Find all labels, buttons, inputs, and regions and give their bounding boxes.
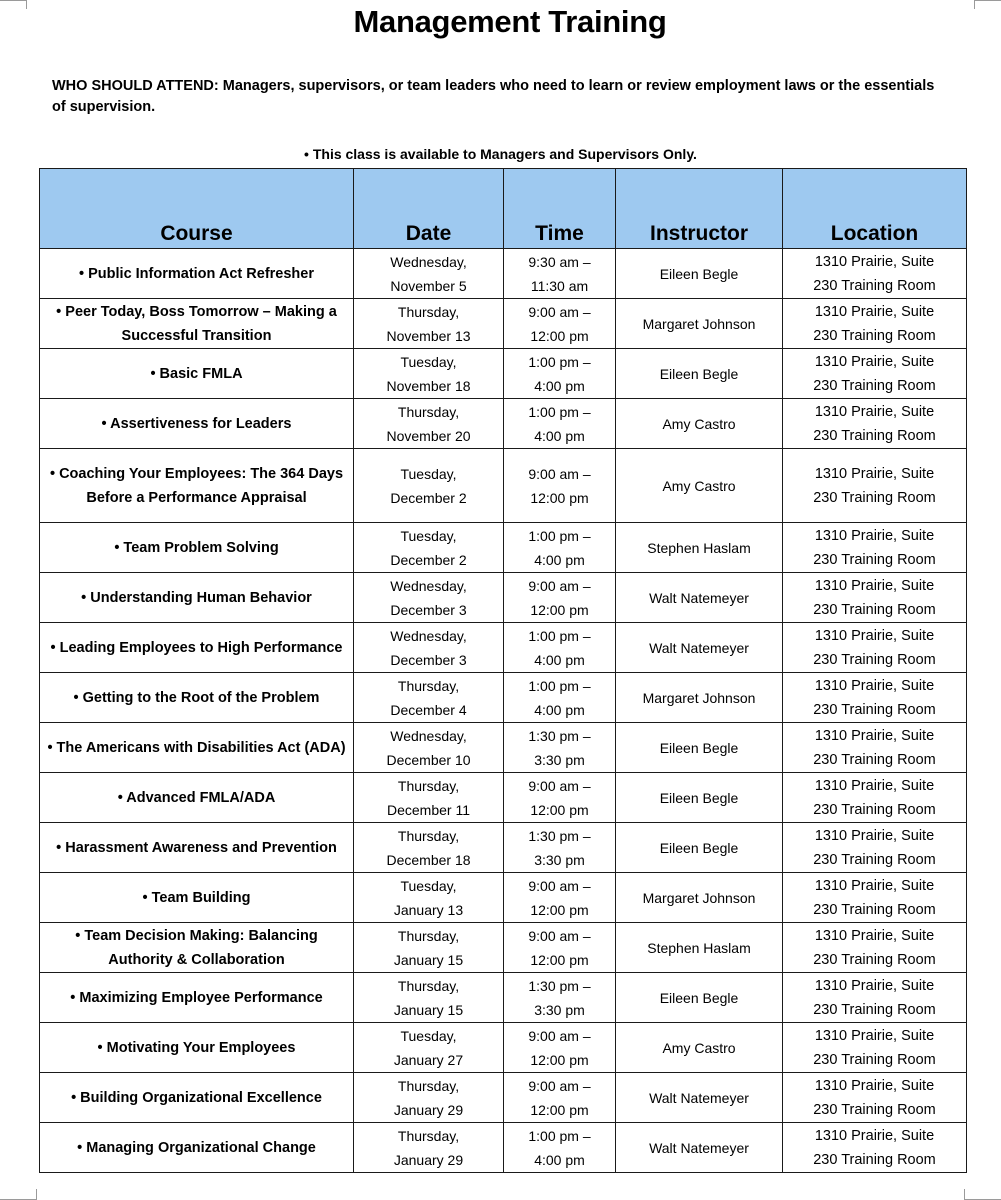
time-cell-line: 1:00 pm – [528,627,591,644]
table-row [40,973,967,1023]
date-cell-line: November 20 [386,427,471,444]
table-row [40,1023,967,1073]
time-cell-line: 9:30 am – [528,253,591,270]
table-row [40,923,967,973]
location-cell-line: 1310 Prairie, Suite [814,1027,935,1044]
course-cell: • Team Decision Making: Balancing Authority & Collaboration [40,923,354,973]
time-cell-line: 1:00 pm – [528,1127,591,1144]
date-cell-line: December 3 [390,651,467,668]
time-cell-line: 4:00 pm [534,427,585,444]
instructor-cell: Walt Natemeyer [616,573,783,623]
date-cell [354,299,504,349]
time-cell-line: 4:00 pm [534,551,585,568]
location-cell-line: 230 Training Room [813,801,936,818]
location-cell-line: 1310 Prairie, Suite [814,677,935,694]
time-cell [504,1073,616,1123]
time-cell-line: 4:00 pm [534,1151,585,1168]
location-cell [783,1123,967,1173]
time-cell-line: 1:30 pm – [528,977,591,994]
table-row [40,723,967,773]
column-header-course: Course [40,169,354,249]
instructor-cell: Eileen Begle [616,349,783,399]
date-cell-line: Wednesday, [390,253,467,270]
date-cell-line: Tuesday, [400,527,457,544]
time-cell [504,523,616,573]
date-cell-line: November 5 [390,277,467,294]
instructor-cell: Walt Natemeyer [616,1123,783,1173]
time-cell [504,1123,616,1173]
table-header-row [40,169,967,249]
date-cell-line: December 2 [390,551,467,568]
instructor-cell: Margaret Johnson [616,873,783,923]
column-header-instructor: Instructor [616,169,783,249]
instructor-cell: Stephen Haslam [616,523,783,573]
time-cell [504,573,616,623]
instructor-cell: Eileen Begle [616,773,783,823]
date-cell-line: December 3 [390,601,467,618]
column-header-date: Date [354,169,504,249]
location-cell-line: 1310 Prairie, Suite [814,1077,935,1094]
instructor-cell: Margaret Johnson [616,299,783,349]
location-cell-line: 230 Training Room [813,701,936,718]
location-cell-line: 230 Training Room [813,1001,936,1018]
location-cell-line: 1310 Prairie, Suite [814,527,935,544]
date-cell [354,673,504,723]
location-cell-line: 1310 Prairie, Suite [814,577,935,594]
date-cell-line: Thursday, [397,1077,460,1094]
location-cell-line: 230 Training Room [813,951,936,968]
time-cell [504,249,616,299]
table-row [40,1123,967,1173]
time-cell-line: 9:00 am – [528,465,591,482]
time-cell-line: 12:00 pm [530,801,589,818]
time-cell-line: 12:00 pm [530,489,589,506]
time-cell [504,823,616,873]
date-cell-line: January 29 [393,1101,464,1118]
date-cell-line: Thursday, [397,977,460,994]
date-cell-line: January 13 [393,901,464,918]
date-cell-line: Tuesday, [400,1027,457,1044]
date-cell-line: Wednesday, [390,727,467,744]
location-cell [783,349,967,399]
course-cell: • Basic FMLA [40,349,354,399]
table-row [40,449,967,523]
location-cell-line: 1310 Prairie, Suite [814,403,935,420]
location-cell [783,249,967,299]
date-cell [354,723,504,773]
table-row [40,873,967,923]
time-cell [504,923,616,973]
location-cell [783,1073,967,1123]
course-cell: • Public Information Act Refresher [40,249,354,299]
page-title: Management Training [353,4,667,39]
date-cell-line: November 18 [386,377,471,394]
table-body [40,249,967,1173]
date-cell-line: Thursday, [397,677,460,694]
location-cell-line: 230 Training Room [813,901,936,918]
table-row [40,673,967,723]
instructor-cell: Stephen Haslam [616,923,783,973]
time-cell [504,349,616,399]
course-cell: • Team Problem Solving [40,523,354,573]
location-cell-line: 230 Training Room [813,377,936,394]
time-cell-line: 3:30 pm [534,851,585,868]
course-cell: • Managing Organizational Change [40,1123,354,1173]
location-cell-line: 230 Training Room [813,489,936,506]
location-cell-line: 1310 Prairie, Suite [814,627,935,644]
instructor-cell: Walt Natemeyer [616,623,783,673]
date-cell-line: Thursday, [397,777,460,794]
location-cell-line: 1310 Prairie, Suite [814,977,935,994]
location-cell-line: 1310 Prairie, Suite [814,927,935,944]
course-cell: • Motivating Your Employees [40,1023,354,1073]
table-row [40,773,967,823]
date-cell [354,349,504,399]
instructor-cell: Amy Castro [616,1023,783,1073]
location-cell [783,723,967,773]
date-cell-line: Wednesday, [390,577,467,594]
date-cell [354,449,504,523]
table-row [40,299,967,349]
location-cell [783,1023,967,1073]
course-cell: • Harassment Awareness and Prevention [40,823,354,873]
location-cell-line: 1310 Prairie, Suite [814,253,935,270]
time-cell-line: 12:00 pm [530,1101,589,1118]
date-cell-line: Wednesday, [390,627,467,644]
location-cell [783,673,967,723]
column-header-time: Time [504,169,616,249]
location-cell [783,973,967,1023]
course-cell: • Understanding Human Behavior [40,573,354,623]
time-cell-line: 9:00 am – [528,1027,591,1044]
table-row [40,573,967,623]
course-cell: • Maximizing Employee Performance [40,973,354,1023]
date-cell-line: Tuesday, [400,353,457,370]
location-cell [783,523,967,573]
time-cell-line: 9:00 am – [528,303,591,320]
location-cell-line: 230 Training Room [813,327,936,344]
table-row [40,623,967,673]
location-cell [783,873,967,923]
intro-paragraph: WHO SHOULD ATTEND: Managers, supervisors, or team leaders who need to learn or review employment laws or the essentials of supervision. [52,78,935,115]
location-cell-line: 230 Training Room [813,751,936,768]
date-cell-line: December 2 [390,489,467,506]
time-cell-line: 12:00 pm [530,901,589,918]
date-cell-line: January 29 [393,1151,464,1168]
location-cell-line: 230 Training Room [813,601,936,618]
availability-note: • This class is available to Managers and Supervisors Only. [304,146,697,162]
location-cell [783,573,967,623]
time-cell [504,973,616,1023]
date-cell-line: Thursday, [397,403,460,420]
time-cell [504,299,616,349]
location-cell-line: 230 Training Room [813,1051,936,1068]
course-cell: • Advanced FMLA/ADA [40,773,354,823]
course-cell: • Building Organizational Excellence [40,1073,354,1123]
time-cell-line: 12:00 pm [530,601,589,618]
table-row [40,399,967,449]
date-cell-line: December 18 [386,851,471,868]
date-cell [354,1073,504,1123]
date-cell-line: Tuesday, [400,465,457,482]
date-cell-line: January 27 [393,1051,464,1068]
date-cell [354,399,504,449]
location-cell-line: 1310 Prairie, Suite [814,777,935,794]
table-row [40,823,967,873]
time-cell [504,723,616,773]
course-cell: • Coaching Your Employees: The 364 Days Before a Performance Appraisal [40,449,354,523]
course-cell: • The Americans with Disabilities Act (ADA) [40,723,354,773]
instructor-cell: Margaret Johnson [616,673,783,723]
table-row [40,349,967,399]
date-cell [354,249,504,299]
time-cell [504,449,616,523]
date-cell [354,1123,504,1173]
instructor-cell: Eileen Begle [616,723,783,773]
location-cell [783,399,967,449]
date-cell-line: Thursday, [397,927,460,944]
location-cell-line: 230 Training Room [813,1151,936,1168]
date-cell-line: December 10 [386,751,471,768]
location-cell [783,923,967,973]
time-cell-line: 12:00 pm [530,327,589,344]
location-cell-line: 1310 Prairie, Suite [814,465,935,482]
date-cell-line: January 15 [393,951,464,968]
time-cell-line: 12:00 pm [530,1051,589,1068]
date-cell [354,523,504,573]
time-cell-line: 1:30 pm – [528,727,591,744]
time-cell-line: 1:00 pm – [528,677,591,694]
location-cell-line: 1310 Prairie, Suite [814,1127,935,1144]
date-cell-line: December 4 [390,701,467,718]
time-cell-line: 4:00 pm [534,377,585,394]
location-cell-line: 230 Training Room [813,851,936,868]
time-cell-line: 1:30 pm – [528,827,591,844]
location-cell-line: 230 Training Room [813,427,936,444]
time-cell [504,399,616,449]
time-cell-line: 4:00 pm [534,701,585,718]
date-cell-line: November 13 [386,327,471,344]
date-cell [354,573,504,623]
training-schedule-table [39,168,967,1173]
location-cell-line: 1310 Prairie, Suite [814,827,935,844]
location-cell-line: 1310 Prairie, Suite [814,877,935,894]
course-cell: • Peer Today, Boss Tomorrow – Making a Successful Transition [40,299,354,349]
date-cell [354,1023,504,1073]
course-cell: • Assertiveness for Leaders [40,399,354,449]
date-cell [354,623,504,673]
crop-mark-bottom-left [0,1189,37,1200]
course-cell: • Getting to the Root of the Problem [40,673,354,723]
date-cell [354,923,504,973]
time-cell-line: 9:00 am – [528,777,591,794]
column-header-location: Location [783,169,967,249]
date-cell [354,773,504,823]
date-cell [354,823,504,873]
location-cell-line: 230 Training Room [813,651,936,668]
time-cell [504,623,616,673]
date-cell-line: Tuesday, [400,877,457,894]
crop-mark-bottom-right [964,1189,1001,1200]
time-cell [504,773,616,823]
time-cell-line: 12:00 pm [530,951,589,968]
time-cell-line: 11:30 am [530,277,589,294]
table-row [40,1073,967,1123]
course-cell: • Leading Employees to High Performance [40,623,354,673]
time-cell-line: 1:00 pm – [528,403,591,420]
location-cell [783,773,967,823]
date-cell-line: Thursday, [397,303,460,320]
time-cell-line: 3:30 pm [534,751,585,768]
location-cell-line: 1310 Prairie, Suite [814,727,935,744]
time-cell [504,1023,616,1073]
location-cell [783,449,967,523]
instructor-cell: Eileen Begle [616,823,783,873]
location-cell-line: 230 Training Room [813,277,936,294]
time-cell-line: 3:30 pm [534,1001,585,1018]
table-row [40,523,967,573]
course-cell: • Team Building [40,873,354,923]
date-cell-line: Thursday, [397,827,460,844]
table-row [40,249,967,299]
location-cell [783,823,967,873]
time-cell [504,673,616,723]
date-cell-line: January 15 [393,1001,464,1018]
instructor-cell: Eileen Begle [616,973,783,1023]
date-cell [354,873,504,923]
date-cell-line: December 11 [386,801,470,818]
instructor-cell: Amy Castro [616,449,783,523]
location-cell-line: 230 Training Room [813,551,936,568]
location-cell [783,299,967,349]
time-cell [504,873,616,923]
time-cell-line: 9:00 am – [528,927,591,944]
location-cell-line: 1310 Prairie, Suite [814,303,935,320]
location-cell-line: 230 Training Room [813,1101,936,1118]
instructor-cell: Walt Natemeyer [616,1073,783,1123]
location-cell-line: 1310 Prairie, Suite [814,353,935,370]
time-cell-line: 1:00 pm – [528,353,591,370]
instructor-cell: Eileen Begle [616,249,783,299]
location-cell [783,623,967,673]
time-cell-line: 9:00 am – [528,1077,591,1094]
time-cell-line: 4:00 pm [534,651,585,668]
time-cell-line: 9:00 am – [528,877,591,894]
date-cell [354,973,504,1023]
instructor-cell: Amy Castro [616,399,783,449]
date-cell-line: Thursday, [397,1127,460,1144]
time-cell-line: 1:00 pm – [528,527,591,544]
time-cell-line: 9:00 am – [528,577,591,594]
